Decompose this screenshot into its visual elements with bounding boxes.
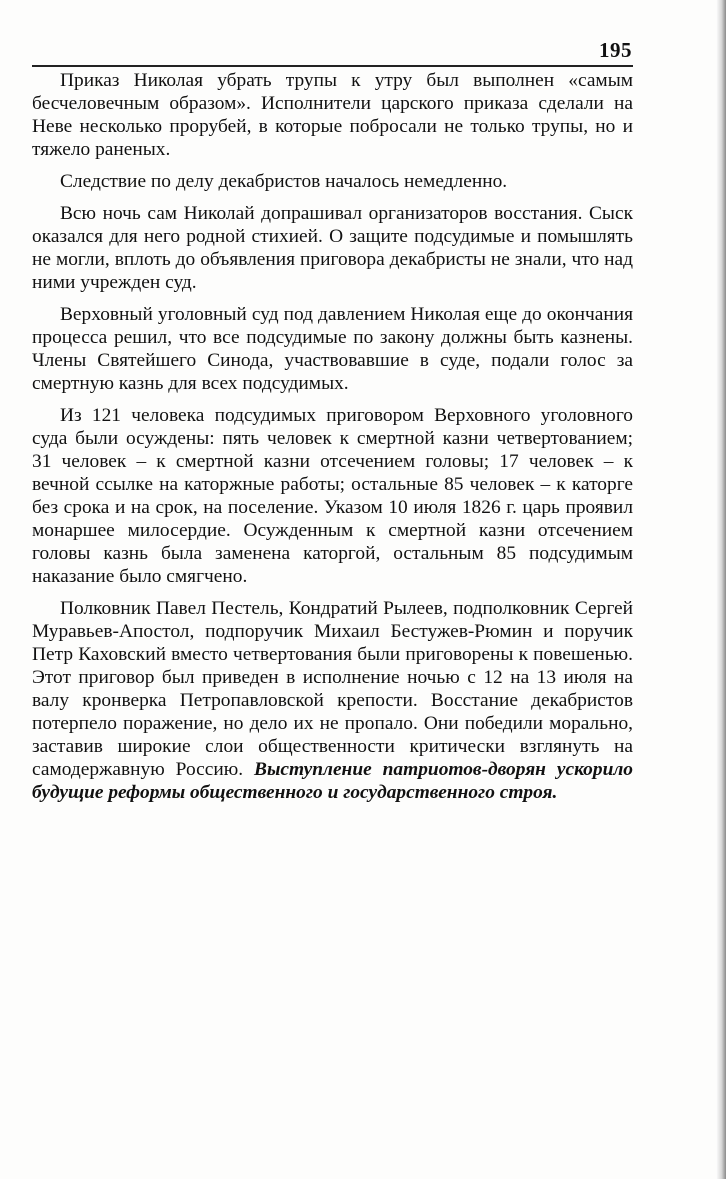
body-text [32, 69, 633, 813]
paragraph-6-text: Полковник Павел Пестель, Кондратий Рылеев, подполковник Сергей Муравьев-Апостол, подпоручик Михаил Бестужев-Рюмин и поручик Петр Каховский вместо четвертования были приговорены к повешенью. Этот приговор был приведен в исполнение ночью с 12 на 13 июля на валу кронверка Петропавловской крепости. Восстание декабристов потерпело поражение, но дело их не пропало. Они победили морально, заставив широкие слои общественности критически взглянуть на самодержавную Россию. [32, 598, 633, 780]
paragraph-1: Приказ Николая убрать трупы к утру был выполнен «самым бесчеловечным образом». Исполнители царского приказа сделали на Неве несколько прорубей, в которые побросали не только трупы, но и тяжело раненых. [32, 70, 633, 160]
paragraph-2: Следствие по делу декабристов началось немедленно. [60, 171, 508, 192]
paragraph-4: Верховный уголовный суд под давлением Николая еще до окончания процесса решил, что все подсудимые по закону должны быть казнены. Члены Святейшего Синода, участвовавшие в суде, подали голос за смертную казнь для всех подсудимых. [32, 304, 633, 394]
paragraph-5: Из 121 человека подсудимых приговором Верховного уголовного суда были осуждены: пять человек к смертной казни четвертованием; 31 человек – к смертной казни отсечением головы; 17 человек – к вечной ссылке на каторжные работы; остальные 85 человек – к каторге без срока и на срок, на поселение. Указом 10 июля 1826 г. царь проявил монаршее милосердие. Осужденным к смертной казни отсечением головы казнь была заменена каторгой, остальным 85 подсудимым наказание было смягчено. [32, 405, 633, 587]
header-rule [32, 65, 633, 67]
page-number: 195 [599, 38, 632, 62]
page-edge-shadow [716, 0, 726, 1179]
paragraph-6-emphasis: Выступление патриотов-дворян ускорило будущие реформы общественного и государственного строя. [32, 759, 633, 803]
paragraph-3: Всю ночь сам Николай допрашивал организаторов восстания. Сыск оказался для него родной стихией. О защите подсудимые и помышлять не могли, вплоть до объявления приговора декабристы не знали, что над ними учрежден суд. [32, 203, 633, 293]
paragraph-6 [32, 597, 633, 804]
